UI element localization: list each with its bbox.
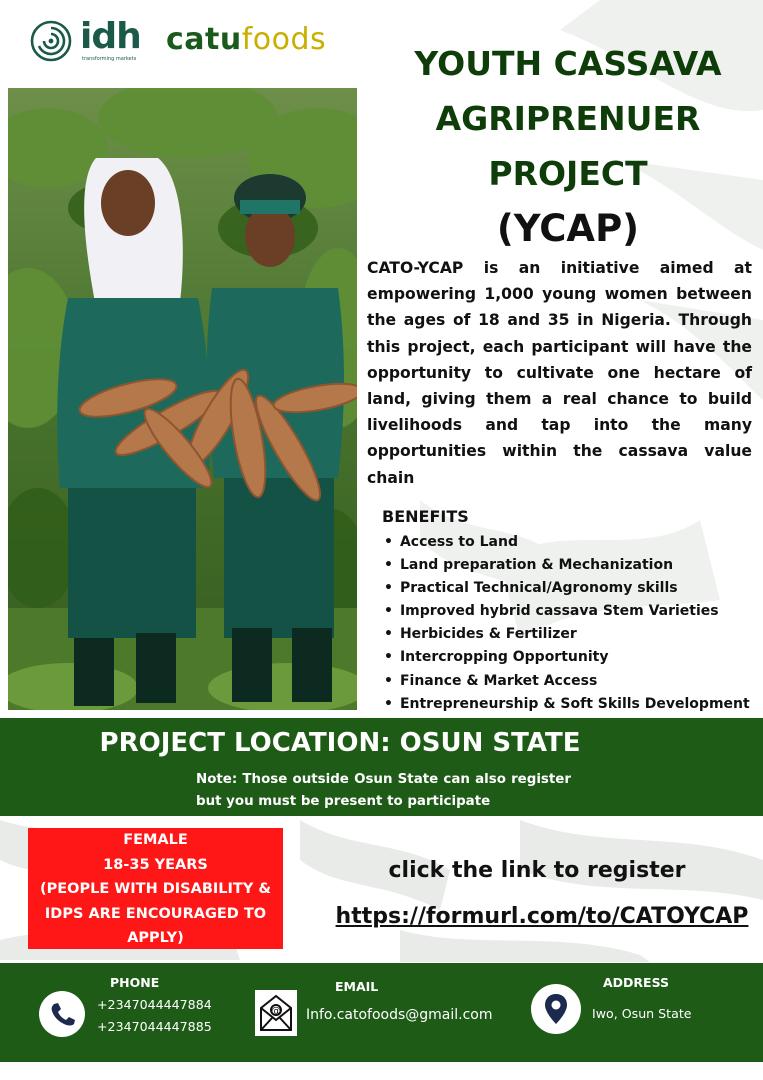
eligibility-line-3: (PEOPLE WITH DISABILITY & xyxy=(39,881,272,897)
location-note: Note: Those outside Osun State can also register but you must be present to participate xyxy=(196,772,571,809)
benefits-list xyxy=(384,531,756,716)
register-link[interactable]: https://formurl.com/to/CATOYCAP xyxy=(335,904,749,929)
title-line-1: YOUTH CASSAVA xyxy=(414,44,722,83)
phone-number-1: +2347044447884 xyxy=(97,997,212,1012)
address-label: ADDRESS xyxy=(603,975,670,990)
benefits-heading: BENEFITS xyxy=(382,507,469,526)
idh-tagline: transforming markets xyxy=(82,56,137,62)
phone-number-2: +2347044447885 xyxy=(97,1019,212,1034)
idh-ring-icon xyxy=(30,20,72,62)
eligibility-box xyxy=(28,828,283,949)
location-icon-circle xyxy=(531,984,581,1034)
envelope-icon xyxy=(255,990,297,1036)
page-title xyxy=(372,36,763,256)
address-value: Iwo, Osun State xyxy=(592,1006,692,1021)
eligibility-line-1: FEMALE xyxy=(123,832,188,848)
register-cta: click the link to register xyxy=(388,858,686,883)
email-label: EMAIL xyxy=(335,979,379,994)
benefit-item: • Herbicides & Fertilizer xyxy=(384,623,756,646)
location-pin-icon xyxy=(531,984,581,1034)
benefit-item: • Land preparation & Mechanization xyxy=(384,554,756,577)
title-line-4: (YCAP) xyxy=(496,207,640,250)
benefit-item: • Finance & Market Access xyxy=(384,670,756,693)
phone-icon-circle xyxy=(39,991,85,1037)
photo-illustration xyxy=(8,88,357,710)
catofoods-logo xyxy=(166,22,326,57)
cato-wordmark-part1: cat xyxy=(166,22,220,57)
envelope-icon-box xyxy=(255,990,297,1036)
location-title: PROJECT LOCATION: OSUN STATE xyxy=(99,728,581,758)
idh-logo xyxy=(30,18,156,66)
title-line-2: AGRIPRENUER xyxy=(435,99,701,138)
benefit-item: • Access to Land xyxy=(384,531,756,554)
cato-wordmark-part2: u xyxy=(219,22,242,57)
email-address[interactable]: Info.catofoods@gmail.com xyxy=(306,1007,493,1023)
phone-icon xyxy=(39,991,85,1037)
eligibility-line-5: APPLY) xyxy=(127,930,184,946)
benefit-item: • Practical Technical/Agronomy skills xyxy=(384,577,756,600)
hero-photo xyxy=(8,88,357,710)
eligibility-line-4: IDPS ARE ENCOURAGED TO xyxy=(44,905,267,922)
title-line-3: PROJECT xyxy=(488,154,648,193)
benefit-item: • Intercropping Opportunity xyxy=(384,646,756,669)
project-description: CATO-YCAP is an initiative aimed at empowering 1,000 young women between the ages of 18 and 35 in Nigeria. Through this project, each participant will have the opportunity to cultivate one hectare of land, giving them a real chance to build livelihoods and tap into the many opportunities within the cassava value chain xyxy=(367,259,752,487)
phone-label: PHONE xyxy=(110,975,160,990)
svg-text:@: @ xyxy=(271,1006,281,1017)
cato-wordmark-part3: foods xyxy=(241,22,327,57)
idh-wordmark: idh xyxy=(80,16,141,57)
benefit-item: • Entrepreneurship & Soft Skills Development xyxy=(384,693,756,716)
eligibility-line-2: 18-35 YEARS xyxy=(103,856,208,873)
benefit-item: • Improved hybrid cassava Stem Varieties xyxy=(384,600,756,623)
